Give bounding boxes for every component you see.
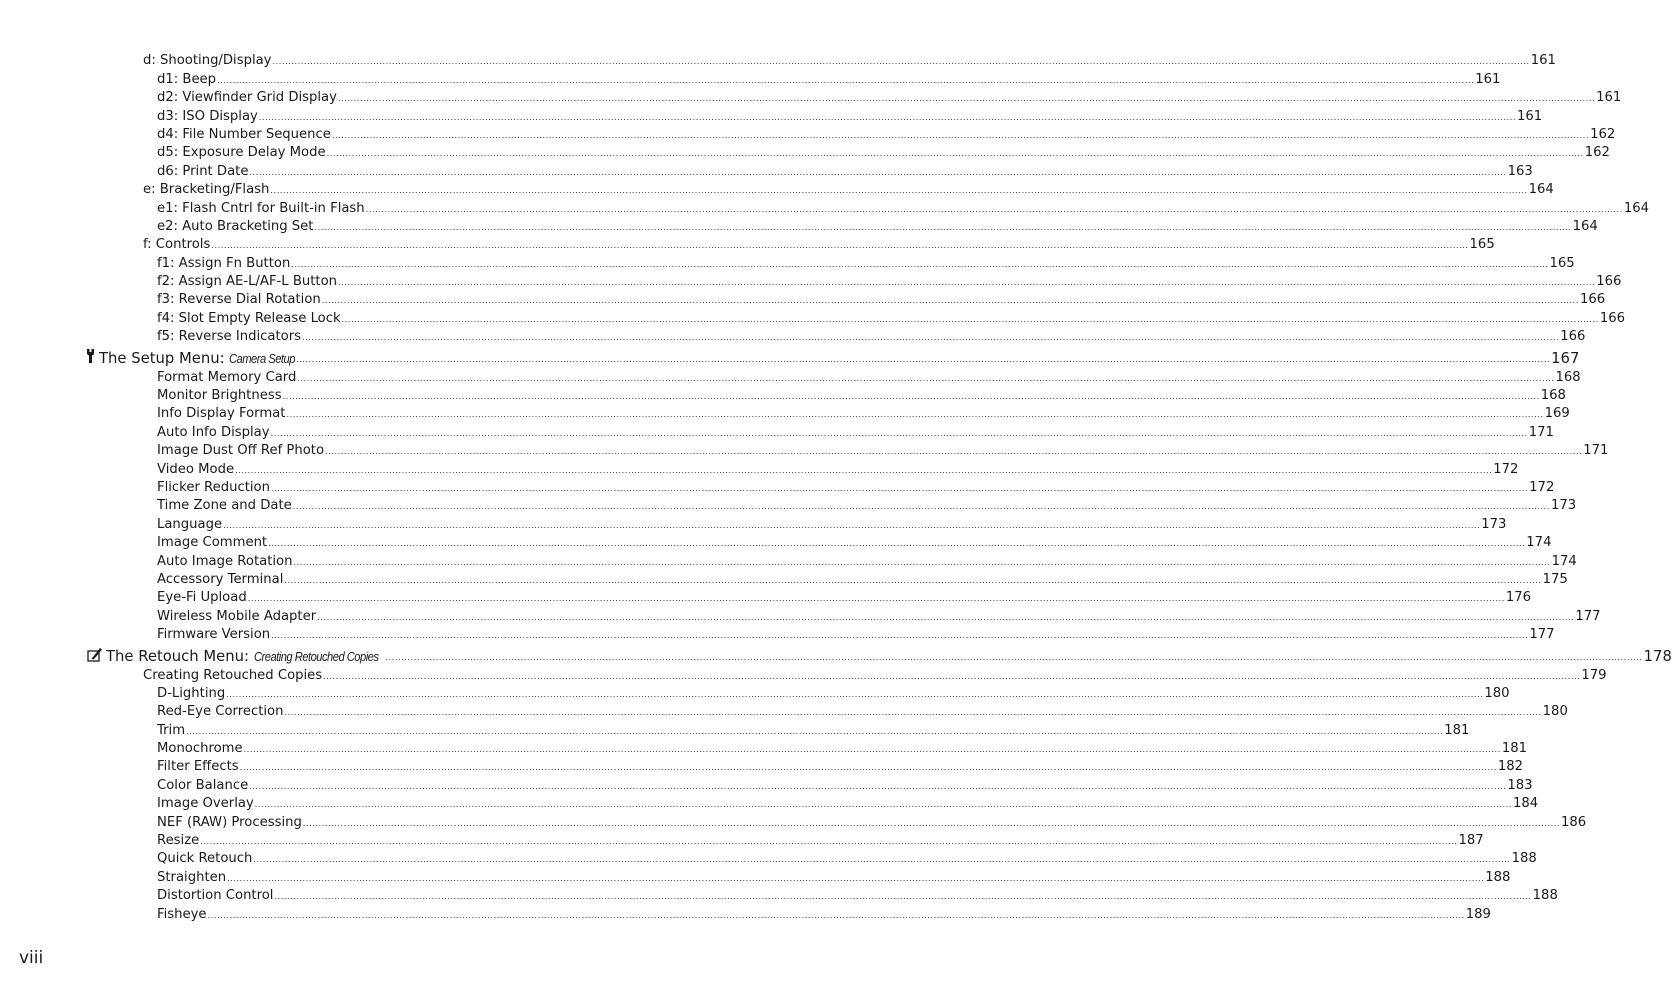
toc-entry[interactable]	[0, 367, 1581, 385]
toc-entry[interactable]	[0, 739, 1528, 757]
toc-entry-page: 161	[1517, 108, 1543, 124]
toc-entry-page: 174	[1526, 535, 1552, 551]
toc-menu-heading[interactable]	[0, 643, 1672, 666]
dot-leader: ................................................................................................................................................................................................................................................................................................................................................................................................................	[385, 653, 1643, 663]
dot-leader: ................................................................................................................................................................................................................................................................................................................................................................................................................	[271, 631, 1529, 641]
menu-heading-subtitle: Creating Retouched Copies	[253, 649, 379, 665]
toc-entry-page: 162	[1590, 126, 1616, 142]
toc-entry-label: Red-Eye Correction	[157, 704, 284, 720]
dot-leader: ................................................................................................................................................................................................................................................................................................................................................................................................................	[247, 594, 1505, 604]
toc-entry-page: 186	[1561, 814, 1587, 830]
toc-entry-page: 189	[1465, 906, 1491, 922]
toc-entry-label: Time Zone and Date	[157, 498, 292, 514]
toc-entry[interactable]	[0, 720, 1470, 738]
toc-entry[interactable]	[0, 478, 1555, 496]
toc-entry-label: d2: Viewfinder Grid Display	[157, 90, 337, 106]
toc-entry-page: 187	[1458, 833, 1484, 849]
toc-entry-page: 176	[1505, 590, 1532, 606]
toc-entry-page: 161	[1530, 53, 1556, 69]
toc-entry-page: 180	[1542, 704, 1568, 720]
toc-entry-label: Format Memory Card	[157, 369, 297, 385]
dot-leader: ................................................................................................................................................................................................................................................................................................................................................................................................................	[249, 167, 1507, 177]
toc-entry-label: Firmware Version	[157, 627, 271, 643]
toc-menu-heading[interactable]	[0, 345, 1580, 368]
dot-leader: ................................................................................................................................................................................................................................................................................................................................................................................................................	[226, 689, 1484, 699]
toc-entry[interactable]	[0, 904, 1491, 922]
dot-leader: ................................................................................................................................................................................................................................................................................................................................................................................................................	[293, 557, 1551, 567]
toc-entry-page: 161	[1596, 90, 1622, 106]
toc-entry-label: Monitor Brightness	[157, 388, 282, 404]
toc-entry-page: 175	[1542, 571, 1568, 587]
wrench-icon	[84, 348, 100, 364]
toc-entry[interactable]	[0, 625, 1555, 643]
dot-leader: ................................................................................................................................................................................................................................................................................................................................................................................................................	[337, 94, 1596, 104]
dot-leader: ................................................................................................................................................................................................................................................................................................................................................................................................................	[243, 745, 1501, 755]
dot-leader: ................................................................................................................................................................................................................................................................................................................................................................................................................	[254, 800, 1512, 810]
toc-entry-page: 184	[1512, 796, 1539, 812]
toc-entry-label: Straighten	[157, 869, 227, 885]
toc-entry[interactable]	[0, 125, 1616, 143]
toc-entry-page: 188	[1511, 851, 1537, 867]
dot-leader: ................................................................................................................................................................................................................................................................................................................................................................................................................	[239, 763, 1497, 773]
toc-entry[interactable]	[0, 551, 1577, 569]
toc-entry-label: e2: Auto Bracketing Set	[157, 218, 314, 234]
toc-entry-label: Flicker Reduction	[157, 479, 270, 495]
dot-leader: ................................................................................................................................................................................................................................................................................................................................................................................................................	[235, 465, 1493, 475]
toc-entry[interactable]	[0, 143, 1610, 161]
menu-heading-title: The Setup Menu:	[99, 350, 230, 368]
toc-entry[interactable]	[0, 794, 1539, 812]
toc-entry[interactable]	[0, 51, 1556, 69]
toc-entry-page: 183	[1507, 777, 1533, 793]
toc-entry-label: d5: Exposure Delay Mode	[157, 145, 326, 161]
toc-entry-label: Eye-Fi Upload	[157, 590, 247, 606]
dot-leader: ................................................................................................................................................................................................................................................................................................................................................................................................................	[284, 575, 1542, 585]
toc-entry[interactable]	[0, 812, 1587, 830]
dot-leader: ................................................................................................................................................................................................................................................................................................................................................................................................................	[270, 483, 1529, 493]
dot-leader: ................................................................................................................................................................................................................................................................................................................................................................................................................	[321, 296, 1579, 306]
dot-leader: ................................................................................................................................................................................................................................................................................................................................................................................................................	[270, 186, 1528, 196]
table-of-contents	[0, 51, 1672, 923]
toc-entry[interactable]	[0, 272, 1622, 290]
dot-leader: ................................................................................................................................................................................................................................................................................................................................................................................................................	[326, 149, 1584, 159]
toc-entry-page: 164	[1572, 218, 1598, 234]
toc-entry-label: d: Shooting/Display	[143, 53, 272, 69]
dot-leader: ................................................................................................................................................................................................................................................................................................................................................................................................................	[227, 873, 1485, 883]
toc-entry[interactable]	[0, 588, 1532, 606]
toc-entry-label: D-Lighting	[157, 685, 226, 701]
toc-entry[interactable]	[0, 180, 1554, 198]
toc-entry[interactable]	[0, 702, 1568, 720]
toc-entry-page: 164	[1528, 182, 1554, 198]
dot-leader: ................................................................................................................................................................................................................................................................................................................................................................................................................	[325, 447, 1583, 457]
toc-entry[interactable]	[0, 422, 1554, 440]
toc-entry-page: 166	[1599, 310, 1625, 326]
dot-leader: ................................................................................................................................................................................................................................................................................................................................................................................................................	[291, 259, 1549, 269]
dot-leader: ................................................................................................................................................................................................................................................................................................................................................................................................................	[341, 314, 1599, 324]
toc-entry[interactable]	[0, 886, 1558, 904]
toc-entry[interactable]	[0, 441, 1609, 459]
toc-entry-page: 174	[1551, 553, 1577, 569]
toc-entry-label: f5: Reverse Indicators	[157, 329, 302, 345]
toc-entry-page: 179	[1581, 667, 1607, 683]
dot-leader: ................................................................................................................................................................................................................................................................................................................................................................................................................	[331, 130, 1590, 140]
dot-leader: ................................................................................................................................................................................................................................................................................................................................................................................................................	[338, 278, 1596, 288]
dot-leader: ................................................................................................................................................................................................................................................................................................................................................................................................................	[268, 539, 1526, 549]
dot-leader: ................................................................................................................................................................................................................................................................................................................................................................................................................	[323, 671, 1581, 681]
toc-entry-label: f4: Slot Empty Release Lock	[157, 310, 341, 326]
dot-leader: ................................................................................................................................................................................................................................................................................................................................................................................................................	[211, 241, 1469, 251]
toc-entry[interactable]	[0, 404, 1570, 422]
toc-entry-label: f2: Assign AE-L/AF-L Button	[157, 274, 337, 290]
toc-entry-label: NEF (RAW) Processing	[157, 814, 302, 830]
toc-entry[interactable]	[0, 290, 1606, 308]
toc-entry-label: Monochrome	[157, 741, 243, 757]
toc-entry-page: 173	[1550, 498, 1577, 514]
dot-leader: ................................................................................................................................................................................................................................................................................................................................................................................................................	[207, 910, 1465, 920]
toc-entry[interactable]	[0, 69, 1501, 87]
dot-leader: ................................................................................................................................................................................................................................................................................................................................................................................................................	[270, 428, 1528, 438]
toc-entry-label: Info Display Format	[157, 406, 286, 422]
dot-leader: ................................................................................................................................................................................................................................................................................................................................................................................................................	[286, 410, 1544, 420]
toc-entry-page: 177	[1575, 608, 1601, 624]
dot-leader: ................................................................................................................................................................................................................................................................................................................................................................................................................	[217, 75, 1475, 85]
toc-entry[interactable]	[0, 459, 1519, 477]
toc-entry-page: 182	[1497, 759, 1524, 775]
retouch-brush-icon	[87, 646, 103, 662]
toc-entry-label: Trim	[157, 722, 186, 738]
toc-entry[interactable]	[0, 386, 1566, 404]
toc-entry-page: 181	[1444, 722, 1470, 738]
toc-entry[interactable]	[0, 775, 1533, 793]
toc-entry-label: Image Overlay	[157, 796, 254, 812]
toc-entry-page: 188	[1485, 869, 1511, 885]
menu-heading-subtitle: Camera Setup	[229, 351, 296, 367]
toc-entry-label: Resize	[157, 833, 200, 849]
toc-entry-page: 172	[1493, 461, 1519, 477]
toc-entry-label: Video Mode	[157, 461, 235, 477]
toc-entry-page: 172	[1529, 479, 1555, 495]
toc-entry[interactable]	[0, 308, 1625, 326]
dot-leader: ................................................................................................................................................................................................................................................................................................................................................................................................................	[284, 708, 1542, 718]
toc-entry[interactable]	[0, 684, 1510, 702]
toc-entry-page: 163	[1507, 163, 1533, 179]
toc-entry-page: 164	[1623, 200, 1650, 216]
toc-entry-label: Image Comment	[157, 535, 268, 551]
toc-entry-page: 162	[1584, 145, 1610, 161]
toc-entry-label: Quick Retouch	[157, 851, 253, 867]
toc-entry-label: Color Balance	[157, 777, 249, 793]
dot-leader: ................................................................................................................................................................................................................................................................................................................................................................................................................	[186, 726, 1444, 736]
dot-leader: ................................................................................................................................................................................................................................................................................................................................................................................................................	[223, 520, 1481, 530]
toc-entry[interactable]	[0, 496, 1577, 514]
toc-entry-page: 166	[1596, 274, 1622, 290]
dot-leader: ................................................................................................................................................................................................................................................................................................................................................................................................................	[253, 855, 1511, 865]
toc-entry-page: 165	[1549, 255, 1575, 271]
toc-entry-label: d1: Beep	[157, 71, 217, 87]
toc-entry-label: f: Controls	[143, 237, 211, 253]
toc-entry-label: e1: Flash Cntrl for Built-in Flash	[157, 200, 365, 216]
toc-entry[interactable]	[0, 235, 1495, 253]
toc-entry-page: 180	[1484, 685, 1510, 701]
dot-leader: ................................................................................................................................................................................................................................................................................................................................................................................................................	[258, 112, 1517, 122]
toc-entry-label: Language	[157, 516, 223, 532]
dot-leader: ................................................................................................................................................................................................................................................................................................................................................................................................................	[200, 837, 1458, 847]
toc-entry-label: f1: Assign Fn Button	[157, 255, 291, 271]
toc-entry-page: 173	[1481, 516, 1507, 532]
toc-entry-page: 171	[1583, 443, 1609, 459]
toc-entry-page: 168	[1555, 369, 1581, 385]
toc-entry-page: 169	[1544, 406, 1570, 422]
dot-leader: ................................................................................................................................................................................................................................................................................................................................................................................................................	[274, 892, 1532, 902]
toc-entry[interactable]	[0, 849, 1537, 867]
toc-entry-page: 167	[1551, 350, 1580, 368]
toc-entry-label: Creating Retouched Copies	[143, 667, 323, 683]
toc-entry-page: 188	[1532, 888, 1558, 904]
toc-entry-page: 171	[1528, 424, 1554, 440]
toc-entry[interactable]	[0, 570, 1568, 588]
toc-entry-page: 166	[1560, 329, 1586, 345]
toc-entry-page: 178	[1643, 648, 1672, 666]
dot-leader: ................................................................................................................................................................................................................................................................................................................................................................................................................	[302, 333, 1560, 343]
toc-entry-label: d6: Print Date	[157, 163, 249, 179]
toc-entry[interactable]	[0, 327, 1586, 345]
toc-entry-label: Filter Effects	[157, 759, 239, 775]
toc-entry-label: Accessory Terminal	[157, 571, 284, 587]
toc-entry[interactable]	[0, 253, 1575, 271]
toc-entry[interactable]	[0, 606, 1601, 624]
toc-entry[interactable]	[0, 831, 1484, 849]
dot-leader: ................................................................................................................................................................................................................................................................................................................................................................................................................	[292, 355, 1551, 365]
toc-entry[interactable]	[0, 514, 1507, 532]
toc-entry-page: 161	[1475, 71, 1501, 87]
toc-entry-page: 166	[1579, 292, 1606, 308]
toc-entry-label: Image Dust Off Ref Photo	[157, 443, 325, 459]
toc-entry-page: 177	[1529, 627, 1555, 643]
toc-entry-label: d3: ISO Display	[157, 108, 258, 124]
dot-leader: ................................................................................................................................................................................................................................................................................................................................................................................................................	[317, 612, 1575, 622]
dot-leader: ................................................................................................................................................................................................................................................................................................................................................................................................................	[365, 204, 1623, 214]
toc-entry-page: 168	[1540, 388, 1566, 404]
toc-entry-page: 181	[1501, 741, 1528, 757]
toc-entry-label: d4: File Number Sequence	[157, 126, 331, 142]
toc-entry-label: Auto Image Rotation	[157, 553, 293, 569]
dot-leader: ................................................................................................................................................................................................................................................................................................................................................................................................................	[292, 502, 1550, 512]
dot-leader: ................................................................................................................................................................................................................................................................................................................................................................................................................	[249, 781, 1507, 791]
toc-entry-page: 165	[1469, 237, 1495, 253]
dot-leader: ................................................................................................................................................................................................................................................................................................................................................................................................................	[314, 222, 1572, 232]
dot-leader: ................................................................................................................................................................................................................................................................................................................................................................................................................	[297, 373, 1555, 383]
toc-entry[interactable]	[0, 88, 1622, 106]
menu-heading-title: The Retouch Menu:	[106, 648, 254, 666]
toc-entry[interactable]	[0, 106, 1543, 124]
toc-entry-label: Wireless Mobile Adapter	[157, 608, 317, 624]
toc-entry-label: Fisheye	[157, 906, 207, 922]
toc-entry[interactable]	[0, 665, 1607, 683]
toc-entry[interactable]	[0, 533, 1552, 551]
toc-entry[interactable]	[0, 198, 1650, 216]
toc-entry-label: e: Bracketing/Flash	[143, 182, 270, 198]
dot-leader: ................................................................................................................................................................................................................................................................................................................................................................................................................	[302, 818, 1561, 828]
dot-leader: ................................................................................................................................................................................................................................................................................................................................................................................................................	[282, 392, 1540, 402]
toc-entry[interactable]	[0, 867, 1511, 885]
toc-entry-label: Auto Info Display	[157, 424, 270, 440]
toc-entry[interactable]	[0, 217, 1598, 235]
toc-entry-label: f3: Reverse Dial Rotation	[157, 292, 321, 308]
toc-entry-label: Distortion Control	[157, 888, 274, 904]
page-number: viii	[19, 948, 44, 968]
dot-leader: ................................................................................................................................................................................................................................................................................................................................................................................................................	[272, 57, 1530, 67]
toc-entry[interactable]	[0, 161, 1533, 179]
toc-entry[interactable]	[0, 757, 1524, 775]
